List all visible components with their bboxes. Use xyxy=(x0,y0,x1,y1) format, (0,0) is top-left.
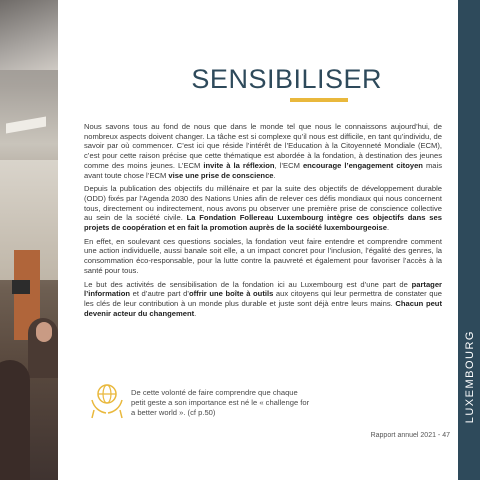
photo-ceiling xyxy=(0,0,58,70)
paragraph xyxy=(84,280,442,319)
text-run: . xyxy=(194,308,197,318)
photo-light xyxy=(6,116,46,133)
text-run: mais avant toute chose l’ECM xyxy=(84,160,442,180)
bold-run: vise une prise de conscience xyxy=(168,170,274,180)
side-tab xyxy=(458,0,480,480)
body-text xyxy=(84,122,442,322)
photo-face xyxy=(36,322,52,342)
paragraph xyxy=(84,122,442,180)
text-run: . xyxy=(386,223,390,233)
text-run: , l’ECM xyxy=(274,160,303,170)
photo-person xyxy=(0,360,30,480)
bold-run: partager l’information xyxy=(84,279,442,299)
page-footer: Rapport annuel 2021 - 47 xyxy=(370,432,450,439)
text-run: Le but des activités de sensibilisation de la fondation ici au Luxembourg est d’une part de xyxy=(84,279,412,289)
text-run: Nous savons tous au fond de nous que dans le monde tel que nous le connaissons aujourd’hui, de nombreux aspects doivent changer. La tâche est si complexe qu’il nous est difficile, en tant qu’individu, de savoir par où commencer. C’est ici que réside l’intérêt de l’Education à la Citoyenneté Mondiale (ECM), c’est pour cette raison précise que cette thématique est abordée à la fondation, à destination des jeunes comme des moins jeunes. L’ECM xyxy=(84,122,442,170)
bold-run: offrir une boîte à outils xyxy=(189,289,274,299)
bold-run: invite à la réflexion xyxy=(203,160,275,170)
paragraph xyxy=(84,237,442,276)
title-underline xyxy=(290,98,348,102)
hands-holding-globe-icon xyxy=(88,380,126,420)
callout-text: De cette volonté de faire comprendre que chaque petit geste a son importance est né le « challenge for a better world ». (cf p.50) xyxy=(131,388,310,417)
page-title: SENSIBILISER xyxy=(191,64,382,94)
text-run: En effet, en soulevant ces questions sociales, la fondation veut faire entendre et comprendre comment une action individuelle, aussi banale soit elle, a un impact concret pour l’inclusion, l’égalité des genres, la consommation éco-responsable, pour la lutte contre la pauvreté et également pour favoriser l’accès à la santé pour tous. xyxy=(84,236,442,275)
paragraph xyxy=(84,184,442,233)
text-run: . xyxy=(273,170,276,180)
bold-run: La Fondation Follereau Luxembourg intègre ces objectifs dans ses projets de coopération et en fait la promotion auprès de la société luxembourgeoise xyxy=(84,213,442,233)
photo-board xyxy=(12,280,30,294)
bold-run: Chacun peut devenir acteur du changement xyxy=(84,298,442,318)
text-run: et d’autre part d’ xyxy=(129,289,189,299)
bold-run: encourage l’engagement citoyen xyxy=(302,160,423,170)
side-tab-label: LUXEMBOURG xyxy=(464,330,476,424)
text-run: aux citoyens qui leur permettra de constater que les clés de leur contribution à un monde plus durable et juste sont déjà entre leurs mains. xyxy=(84,289,442,308)
classroom-photo xyxy=(0,0,58,480)
text-run: Depuis la publication des objectifs du millénaire et par la suite des objectifs de développement durable (ODD) fixés par l’Agenda 2030 des Nations Unies afin de relever ces défis mondiaux qui nous concernent tous, directement ou indirectement, nous avons pu observer une première prise de conscience collective au sein de la société civile. xyxy=(84,184,442,223)
